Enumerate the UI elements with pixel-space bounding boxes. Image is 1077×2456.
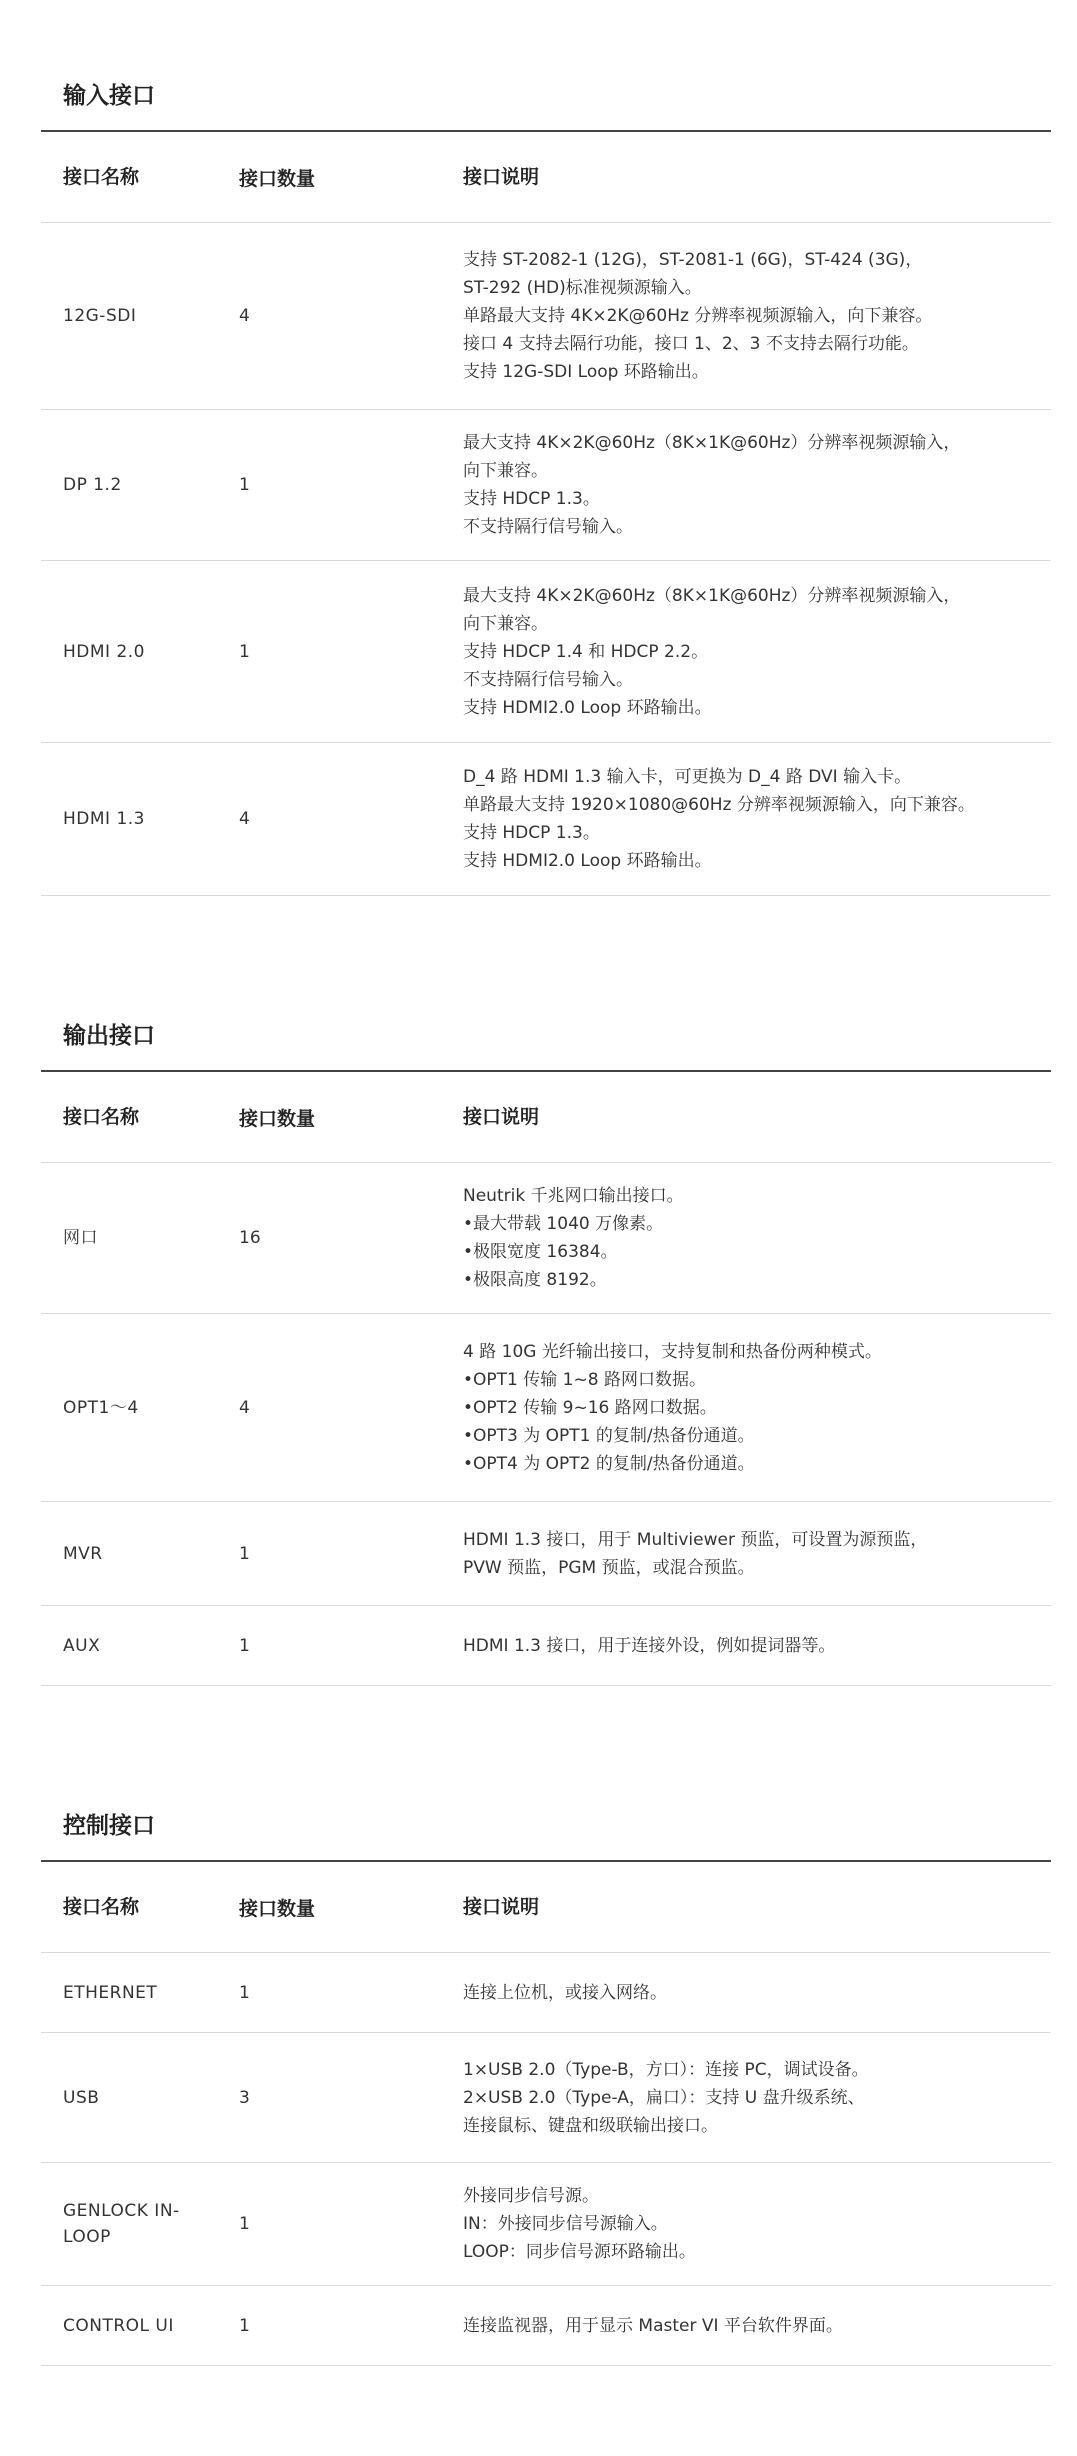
description-line: •OPT2 传输 9~16 路网口数据。 bbox=[463, 1397, 717, 1418]
description-line: D_4 路 HDMI 1.3 输入卡，可更换为 D_4 路 DVI 输入卡。 bbox=[463, 767, 912, 787]
interface-name-text: ETHERNET bbox=[63, 1982, 158, 2003]
interface-name-text: USB bbox=[63, 2087, 100, 2108]
description-line: 接口 4 支持去隔行功能，接口 1、2、3 不支持去隔行功能。 bbox=[463, 334, 919, 354]
interface-name-text: 网口 bbox=[63, 1228, 98, 1248]
description-line: •最大带载 1040 万像素。 bbox=[463, 1214, 664, 1234]
interface-name-text: MVR bbox=[63, 1543, 103, 1564]
description-line: 向下兼容。 bbox=[463, 613, 548, 634]
interface-count: 4 bbox=[239, 809, 250, 829]
interface-description bbox=[463, 582, 1051, 722]
table-header bbox=[41, 1072, 1051, 1163]
description-line: Neutrik 千兆网口输出接口。 bbox=[463, 1186, 684, 1206]
description-line: LOOP：同步信号源环路输出。 bbox=[463, 2242, 696, 2262]
interface-description bbox=[463, 1979, 1051, 2007]
header-desc: 接口说明 bbox=[463, 1896, 540, 1918]
interface-count: 16 bbox=[239, 1228, 261, 1248]
description-line: 外接同步信号源。 bbox=[463, 2186, 599, 2206]
table-row bbox=[41, 1163, 1051, 1314]
interface-count: 1 bbox=[239, 475, 250, 495]
interface-description bbox=[463, 1632, 1051, 1660]
spec-table bbox=[41, 130, 1051, 896]
interface-name-text: GENLOCK IN-LOOP bbox=[63, 2201, 180, 2247]
description-line: •极限宽度 16384。 bbox=[463, 1242, 618, 1262]
description-line: ST-292 (HD)标准视频源输入。 bbox=[463, 278, 702, 298]
spec-table bbox=[41, 1070, 1051, 1686]
table-row bbox=[41, 2286, 1051, 2366]
interface-description bbox=[463, 1338, 1051, 1478]
interface-count: 1 bbox=[239, 641, 250, 662]
description-line: 2×USB 2.0（Type-A，扁口）：支持 U 盘升级系统、 bbox=[463, 2087, 865, 2108]
interface-name bbox=[41, 639, 238, 665]
header-name: 接口名称 bbox=[63, 166, 140, 188]
interface-name-text: OPT1～4 bbox=[63, 1397, 139, 1418]
interface-name-text: 12G-SDI bbox=[63, 306, 137, 326]
description-line: 连接上位机，或接入网络。 bbox=[463, 1982, 667, 2003]
table-row bbox=[41, 223, 1051, 410]
description-line: 单路最大支持 4K×2K@60Hz 分辨率视频源输入，向下兼容。 bbox=[463, 306, 933, 326]
interface-name bbox=[41, 806, 238, 832]
interface-count: 1 bbox=[239, 1635, 250, 1656]
description-line: •极限高度 8192。 bbox=[463, 1270, 607, 1290]
description-line: 支持 ST-2082-1 (12G)，ST-2081-1 (6G)，ST-424 (3G)， bbox=[463, 250, 923, 270]
description-line: 支持 HDCP 1.4 和 HDCP 2.2。 bbox=[463, 641, 709, 662]
description-line: 1×USB 2.0（Type-B，方口）：连接 PC，调试设备。 bbox=[463, 2059, 869, 2080]
description-line: HDMI 1.3 接口，用于连接外设，例如提词器等。 bbox=[463, 1635, 836, 1656]
interface-description bbox=[463, 2312, 1051, 2340]
description-line: 最大支持 4K×2K@60Hz（8K×1K@60Hz）分辨率视频源输入， bbox=[463, 433, 961, 453]
interface-name bbox=[41, 2198, 238, 2250]
description-line: •OPT4 为 OPT2 的复制/热备份通道。 bbox=[463, 1453, 755, 1474]
interface-description bbox=[463, 763, 1051, 875]
description-line: 支持 12G-SDI Loop 环路输出。 bbox=[463, 362, 709, 382]
interface-description bbox=[463, 246, 1051, 386]
interface-name bbox=[41, 1541, 238, 1567]
header-desc: 接口说明 bbox=[463, 166, 540, 188]
description-line: 支持 HDCP 1.3。 bbox=[463, 823, 600, 843]
interface-name-text: DP 1.2 bbox=[63, 475, 122, 495]
interface-count: 1 bbox=[239, 2214, 250, 2234]
interface-count: 3 bbox=[239, 2087, 250, 2108]
interface-name-text: AUX bbox=[63, 1635, 101, 1656]
description-line: •OPT1 传输 1~8 路网口数据。 bbox=[463, 1369, 706, 1390]
table-row bbox=[41, 1953, 1051, 2033]
table-row bbox=[41, 410, 1051, 561]
interface-count: 1 bbox=[239, 1982, 250, 2003]
spec-section bbox=[41, 1020, 1051, 1686]
header-count: 接口数量 bbox=[239, 167, 316, 190]
description-line: 不支持隔行信号输入。 bbox=[463, 517, 633, 537]
interface-name bbox=[41, 1225, 238, 1251]
interface-name bbox=[41, 303, 238, 329]
section-title: 控制接口 bbox=[63, 1813, 155, 1839]
table-row bbox=[41, 743, 1051, 896]
interface-description bbox=[463, 1182, 1051, 1294]
interface-count: 1 bbox=[239, 1543, 250, 1564]
description-line: IN：外接同步信号源输入。 bbox=[463, 2214, 668, 2234]
description-line: HDMI 1.3 接口，用于 Multiviewer 预监，可设置为源预监， bbox=[463, 1529, 928, 1550]
interface-name-text: CONTROL UI bbox=[63, 2315, 174, 2336]
interface-name-text: HDMI 1.3 bbox=[63, 809, 145, 829]
description-line: 单路最大支持 1920×1080@60Hz 分辨率视频源输入，向下兼容。 bbox=[463, 795, 975, 815]
header-count: 接口数量 bbox=[239, 1897, 316, 1920]
interface-description bbox=[463, 1526, 1051, 1582]
description-line: PVW 预监，PGM 预监，或混合预监。 bbox=[463, 1557, 755, 1578]
interface-name bbox=[41, 2085, 238, 2111]
interface-count: 1 bbox=[239, 2315, 250, 2336]
interface-description bbox=[463, 2056, 1051, 2140]
interface-description bbox=[463, 429, 1051, 541]
table-row bbox=[41, 1314, 1051, 1502]
table-row bbox=[41, 1606, 1051, 1686]
spec-section bbox=[41, 80, 1051, 896]
table-row bbox=[41, 2033, 1051, 2163]
table-row bbox=[41, 2163, 1051, 2286]
description-line: 连接监视器，用于显示 Master VI 平台软件界面。 bbox=[463, 2315, 843, 2336]
description-line: 向下兼容。 bbox=[463, 461, 548, 481]
header-desc: 接口说明 bbox=[463, 1106, 540, 1128]
description-line: 最大支持 4K×2K@60Hz（8K×1K@60Hz）分辨率视频源输入， bbox=[463, 585, 961, 606]
header-count: 接口数量 bbox=[239, 1107, 316, 1130]
interface-description bbox=[463, 2182, 1051, 2266]
description-line: 4 路 10G 光纤输出接口，支持复制和热备份两种模式。 bbox=[463, 1341, 882, 1362]
table-row bbox=[41, 561, 1051, 743]
interface-name bbox=[41, 2313, 238, 2339]
description-line: 支持 HDMI2.0 Loop 环路输出。 bbox=[463, 697, 712, 718]
table-header bbox=[41, 132, 1051, 223]
interface-name bbox=[41, 1980, 238, 2006]
interface-name bbox=[41, 1633, 238, 1659]
section-title: 输入接口 bbox=[63, 83, 155, 109]
description-line: •OPT3 为 OPT1 的复制/热备份通道。 bbox=[463, 1425, 755, 1446]
interface-name bbox=[41, 472, 238, 498]
interface-count: 4 bbox=[239, 306, 250, 326]
spec-section bbox=[41, 1810, 1051, 2366]
description-line: 支持 HDMI2.0 Loop 环路输出。 bbox=[463, 851, 712, 871]
spec-table bbox=[41, 1860, 1051, 2366]
table-header bbox=[41, 1862, 1051, 1953]
interface-count: 4 bbox=[239, 1397, 250, 1418]
description-line: 不支持隔行信号输入。 bbox=[463, 669, 633, 690]
interface-name bbox=[41, 1395, 238, 1421]
header-name: 接口名称 bbox=[63, 1896, 140, 1918]
section-title: 输出接口 bbox=[63, 1023, 155, 1049]
description-line: 连接鼠标、键盘和级联输出接口。 bbox=[463, 2115, 718, 2136]
header-name: 接口名称 bbox=[63, 1106, 140, 1128]
table-row bbox=[41, 1502, 1051, 1606]
description-line: 支持 HDCP 1.3。 bbox=[463, 489, 600, 509]
interface-name-text: HDMI 2.0 bbox=[63, 641, 145, 662]
